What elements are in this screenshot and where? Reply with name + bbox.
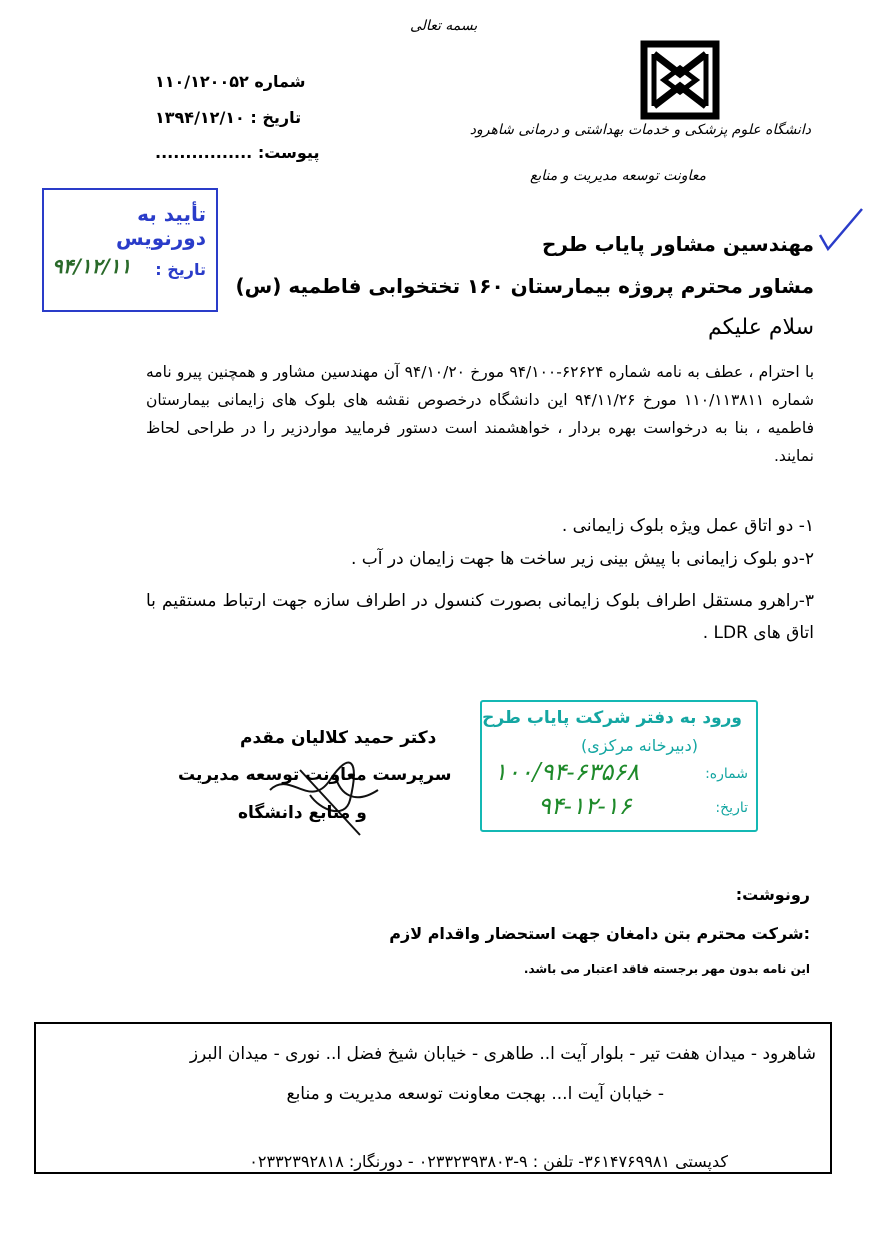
letter-attachment — [155, 143, 319, 162]
receipt-stamp-title: ورود به دفتر شرکت پایاب طرح — [482, 708, 742, 728]
list-item: ۳-راهرو مستقل اطراف بلوک زایمانی بصورت کنسول در اطراف سازه جهت ارتباط مستقیم با اتاق های LDR . — [146, 591, 814, 643]
body-paragraph: با احترام ، عطف به نامه شماره ۶۲۶۲۴-۹۴/۱۰۰ مورخ ۹۴/۱۰/۲۰ آن مهندسین مشاور و همچنین پیرو نامه شماره ۱۱۰/۱۱۳۸۱۱ مورخ ۹۴/۱۱/۲۶ این دانشگاه درخصوص نقشه های بلوک های زایمانی بیمارستان فاطمیه ، بنا به درخواست بهره بردار ، خواهشمند است دستور فرمایید مواردزیر را در طراحی لحاظ نمایند. — [146, 363, 815, 465]
receipt-date-value: ۹۴-۱۲-۱۶ — [538, 792, 632, 820]
university-logo-icon — [640, 40, 720, 120]
signatory-title-2: و منابع دانشگاه — [238, 803, 367, 823]
list-item: ۲-دو بلوک زایمانی با پیش بینی زیر ساخت ها جهت زایمان در آب . — [350, 549, 814, 569]
stamp-handwritten-date: ۹۴/۱۲/۱۱ — [52, 254, 132, 278]
checkmark-icon — [816, 205, 866, 253]
footer-address-box — [34, 1022, 832, 1174]
basmala: بسمه تعالی — [410, 18, 478, 34]
footer-address-line-1: شاهرود - میدان هفت تیر - بلوار آیت ا.. طاهری - خیابان شیخ فضل ا.. نوری - میدان البرز — [189, 1044, 816, 1064]
stamp-title: تأیید به دورنویس — [115, 202, 206, 250]
department-name: معاونت توسعه مدیریت و منابع — [529, 168, 706, 184]
letter-number-value: ۱۱۰/۱۲۰۰۵۲ — [155, 72, 249, 91]
letter-number-label: شماره — [254, 72, 306, 91]
footer-contact: کدپستی ۳۶۱۴۷۶۹۹۸۱- تلفن : ۹-۰۲۳۳۲۳۹۳۸۰۳ - دورنگار: ۰۲۳۳۲۳۹۲۸۱۸ — [249, 1152, 728, 1171]
letter-date-label: تاریخ : — [250, 108, 302, 127]
cc-label: رونوشت: — [735, 885, 810, 904]
fax-confirmation-stamp — [42, 188, 218, 312]
attachment-value: ................ — [155, 143, 253, 162]
cc-recipient: :شرکت محترم بتن دامغان جهت استحضار واقدام لازم — [389, 924, 810, 943]
letter-date-value: ۱۳۹۴/۱۲/۱۰ — [155, 108, 245, 127]
receipt-stamp-subtitle: (دبیرخانه مرکزی) — [581, 736, 698, 755]
greeting: سلام علیکم — [707, 315, 814, 340]
university-name: دانشگاه علوم پزشکی و خدمات بهداشتی و درمانی شاهرود — [469, 122, 811, 138]
signatory-title: سرپرست معاونت توسعه مدیریت — [178, 765, 452, 785]
letter-date — [155, 108, 301, 127]
recipient-line-1: مهندسین مشاور پایاب طرح — [541, 232, 814, 256]
receipt-stamp — [480, 700, 758, 832]
recipient-line-2: مشاور محترم پروژه بیمارستان ۱۶۰ تختخوابی فاطمیه (س) — [235, 274, 814, 298]
validity-note: این نامه بدون مهر برجسته فاقد اعتبار می باشد. — [523, 962, 810, 976]
letter-number — [155, 72, 305, 91]
receipt-number-label: شماره: — [705, 766, 748, 782]
receipt-number-value: ۱۰۰/۹۴-۶۳۵۶۸ — [494, 758, 640, 786]
footer-address-line-2: - خیابان آیت ا... بهجت معاونت توسعه مدیریت و منابع — [286, 1084, 664, 1104]
stamp-date-label: تاریخ : — [155, 260, 206, 279]
attachment-label: پیوست: — [257, 143, 320, 162]
signatory-name: دکتر حمید کلالیان مقدم — [240, 728, 437, 748]
signature-icon — [260, 750, 390, 840]
receipt-date-label: تاریخ: — [715, 800, 748, 816]
list-item: ۱- دو اتاق عمل ویژه بلوک زایمانی . — [561, 516, 814, 536]
